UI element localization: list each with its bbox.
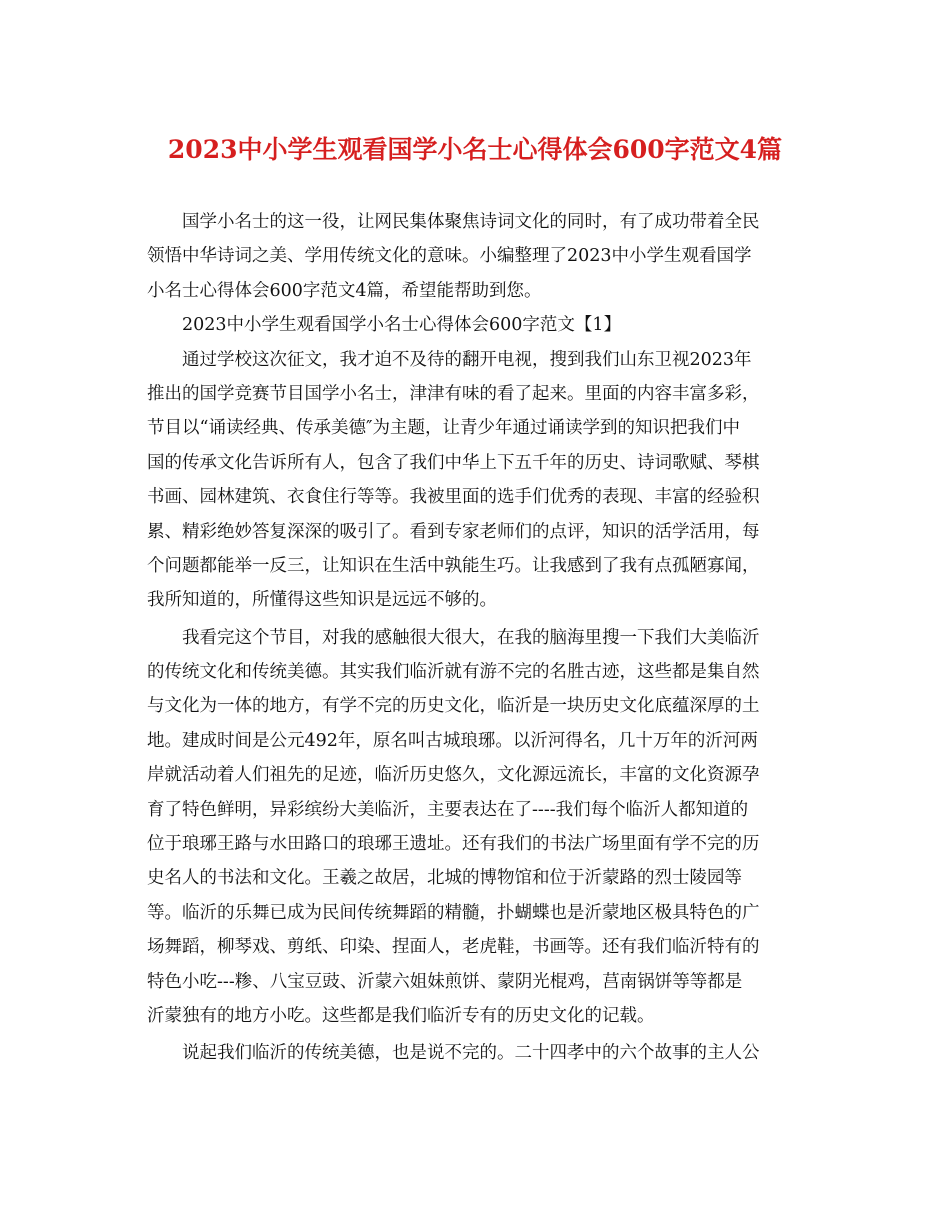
text-line: 个问题都能举一反三，让知识在生活中孰能生巧。让我感到了我有点孤陋寡闻， — [147, 555, 760, 576]
text-line: 说起我们临沂的传统美德，也是说不完的。二十四孝中的六个故事的主人公 — [182, 1043, 760, 1064]
text-line: 育了特色鲜明，异彩缤纷大美临沂，主要表达在了----我们每个临沂人都知道的 — [147, 799, 749, 820]
text-line: 通过学校这次征文，我才迫不及待的翻开电视，搜到我们山东卫视2023年 — [182, 349, 752, 370]
section-heading: 2023中小学生观看国学小名士心得体会600字范文【1】 — [182, 315, 622, 336]
text-line: 地。建成时间是公元492年，原名叫古城琅琊。以沂河得名，几十万年的沂河两 — [147, 730, 758, 751]
document-title: 2023中小学生观看国学小名士心得体会600字范文4篇 — [167, 135, 783, 164]
text-line: 位于琅琊王路与水田路口的琅琊王遗址。还有我们的书法广场里面有学不完的历 — [147, 834, 760, 855]
text-line: 沂蒙独有的地方小吃。这些都是我们临沂专有的历史文化的记载。 — [147, 1005, 655, 1026]
text-line: 与文化为一体的地方，有学不完的历史文化，临沂是一块历史文化底蕴深厚的土 — [147, 696, 760, 717]
text-line: 国的传承文化告诉所有人，包含了我们中华上下五千年的历史、诗词歌赋、琴棋 — [147, 452, 760, 473]
text-line: 领悟中华诗词之美、学用传统文化的意味。小编整理了2023中小学生观看国学 — [147, 246, 752, 267]
text-line: 累、精彩绝妙答复深深的吸引了。看到专家老师们的点评，知识的活学活用，每 — [147, 521, 760, 542]
text-line: 小名士心得体会600字范文4篇，希望能帮助到您。 — [147, 280, 542, 301]
text-line: 史名人的书法和文化。王羲之故居，北城的博物馆和位于沂蒙路的烈士陵园等 — [147, 868, 742, 889]
text-line: 岸就活动着人们祖先的足迹，临沂历史悠久，文化源远流长，丰富的文化资源孕 — [147, 765, 760, 786]
text-line: 书画、园林建筑、衣食住行等等。我被里面的选手们优秀的表现、丰富的经验积 — [147, 487, 760, 508]
text-line: 我看完这个节目，对我的感触很大很大，在我的脑海里搜一下我们大美临沂 — [182, 627, 760, 648]
text-line: 我所知道的，所懂得这些知识是远远不够的。 — [147, 590, 497, 611]
text-line: 国学小名士的这一役，让网民集体聚焦诗词文化的同时，有了成功带着全民 — [182, 212, 760, 232]
text-line: 节目以“诵读经典、传承美德″为主题，让青少年通过诵读学到的知识把我们中 — [147, 418, 740, 439]
text-line: 的传统文化和传统美德。其实我们临沂就有游不完的名胜古迹，这些都是集自然 — [147, 662, 760, 683]
text-line: 特色小吃---糁、八宝豆豉、沂蒙六姐妹煎饼、蒙阴光棍鸡，莒南锅饼等等都是 — [147, 971, 743, 992]
text-line: 推出的国学竞赛节目国学小名士，津津有味的看了起来。里面的内容丰富多彩， — [147, 383, 760, 404]
text-line: 等。临沂的乐舞已成为民间传统舞蹈的精髓，扑蝴蝶也是沂蒙地区极具特色的广 — [147, 902, 760, 923]
text-line: 场舞蹈，柳琴戏、剪纸、印染、捏面人，老虎鞋，书画等。还有我们临沂特有的 — [147, 937, 760, 958]
document-body — [147, 205, 803, 1071]
